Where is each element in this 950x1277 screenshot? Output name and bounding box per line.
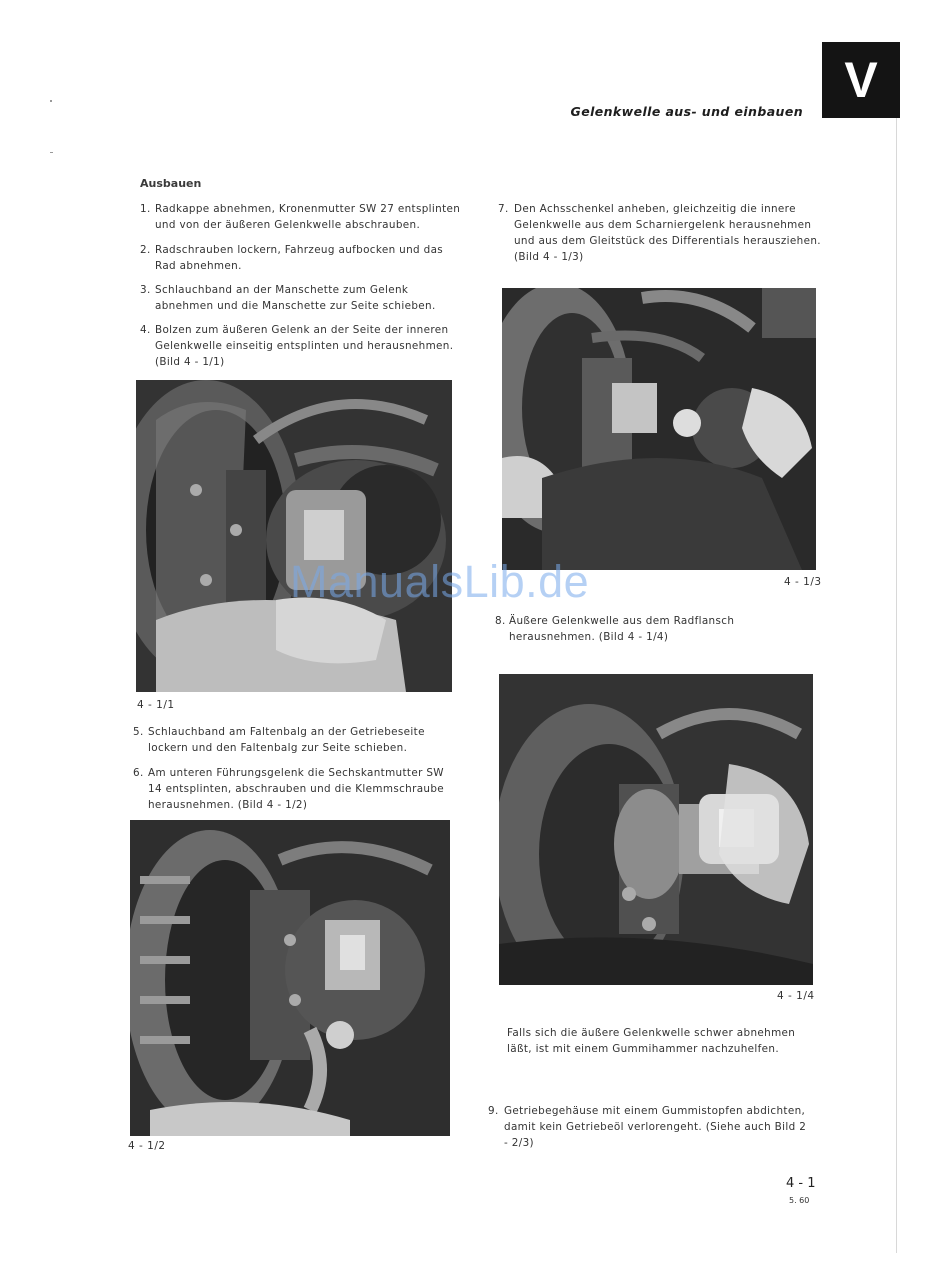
step-text: Am unteren Führungsgelenk die Sechskantmutter SW 14 entsplinten, abschrauben und die Klemmschraube herausnehmen. (Bild 4 - 1/2) — [148, 767, 445, 811]
step-number: 1. — [140, 203, 151, 215]
right-margin-line — [896, 118, 897, 1253]
watermark: ManualsLib.de — [290, 556, 590, 607]
figure-caption: 4 - 1/3 — [784, 576, 822, 588]
figure-caption: 4 - 1/1 — [137, 699, 175, 711]
section-tab: V — [822, 42, 900, 118]
step-number: 3. — [140, 284, 151, 296]
step-number: 9. — [488, 1105, 499, 1117]
step-4 — [140, 322, 462, 370]
step-text: Bolzen zum äußeren Gelenk an der Seite der inneren Gelenkwelle einseitig entsplinten und herausnehmen. (Bild 4 - 1/1) — [155, 324, 454, 368]
photo-4-1-1 — [136, 380, 452, 692]
photo-4-1-4 — [499, 674, 813, 985]
photo-4-1-3 — [502, 288, 816, 570]
step-text: Radkappe abnehmen, Kronenmutter SW 27 entsplinten und von der äußeren Gelenkwelle abschrauben. — [155, 203, 461, 231]
step-1 — [140, 201, 462, 233]
step-text: Den Achsschenkel anheben, gleichzeitig die innere Gelenkwelle aus dem Scharniergelenk herausnehmen und aus dem Gleitstück des Differentials herausziehen. (Bild 4 - 1/3) — [514, 203, 821, 263]
margin-speck — [50, 152, 53, 153]
step-number: 7. — [498, 203, 509, 215]
photo-drawing — [499, 674, 813, 985]
figure-caption: 4 - 1/4 — [777, 990, 815, 1002]
step-3 — [140, 282, 462, 314]
photo-drawing — [136, 380, 452, 692]
step-text: Schlauchband am Faltenbalg an der Getriebeseite lockern und den Faltenbalg zur Seite schieben. — [148, 726, 425, 754]
photo-4-1-2 — [130, 820, 450, 1136]
step-text: Schlauchband an der Manschette zum Gelenk abnehmen und die Manschette zur Seite schieben. — [155, 284, 436, 312]
step-text: Radschrauben lockern, Fahrzeug aufbocken und das Rad abnehmen. — [155, 244, 444, 272]
step-5 — [133, 724, 455, 756]
step-6 — [133, 765, 455, 813]
step-8 — [495, 613, 818, 645]
note-text: Falls sich die äußere Gelenkwelle schwer abnehmen läßt, ist mit einem Gummihammer nachzuhelfen. — [507, 1027, 796, 1055]
step-number: 5. — [133, 726, 144, 738]
section-heading: Ausbauen — [140, 177, 202, 190]
page-title: Gelenkwelle aus- und einbauen — [570, 104, 803, 119]
photo-drawing — [130, 820, 450, 1136]
step-text: Getriebegehäuse mit einem Gummistopfen abdichten, damit kein Getriebeöl verlorengeht. (Siehe auch Bild 2 - 2/3) — [504, 1105, 807, 1149]
step-number: 6. — [133, 767, 144, 779]
step-number: 4. — [140, 324, 151, 336]
step-text: Äußere Gelenkwelle aus dem Radflansch herausnehmen. (Bild 4 - 1/4) — [509, 615, 735, 643]
page-date: 5. 60 — [789, 1196, 810, 1205]
figure-caption: 4 - 1/2 — [128, 1140, 166, 1152]
photo-drawing — [502, 288, 816, 570]
step-2 — [140, 242, 462, 274]
step-number: 8. — [495, 615, 506, 627]
step-7 — [498, 201, 821, 265]
step-9 — [488, 1103, 813, 1151]
page-number: 4 - 1 — [786, 1176, 816, 1191]
step-number: 2. — [140, 244, 151, 256]
margin-speck — [50, 100, 52, 102]
